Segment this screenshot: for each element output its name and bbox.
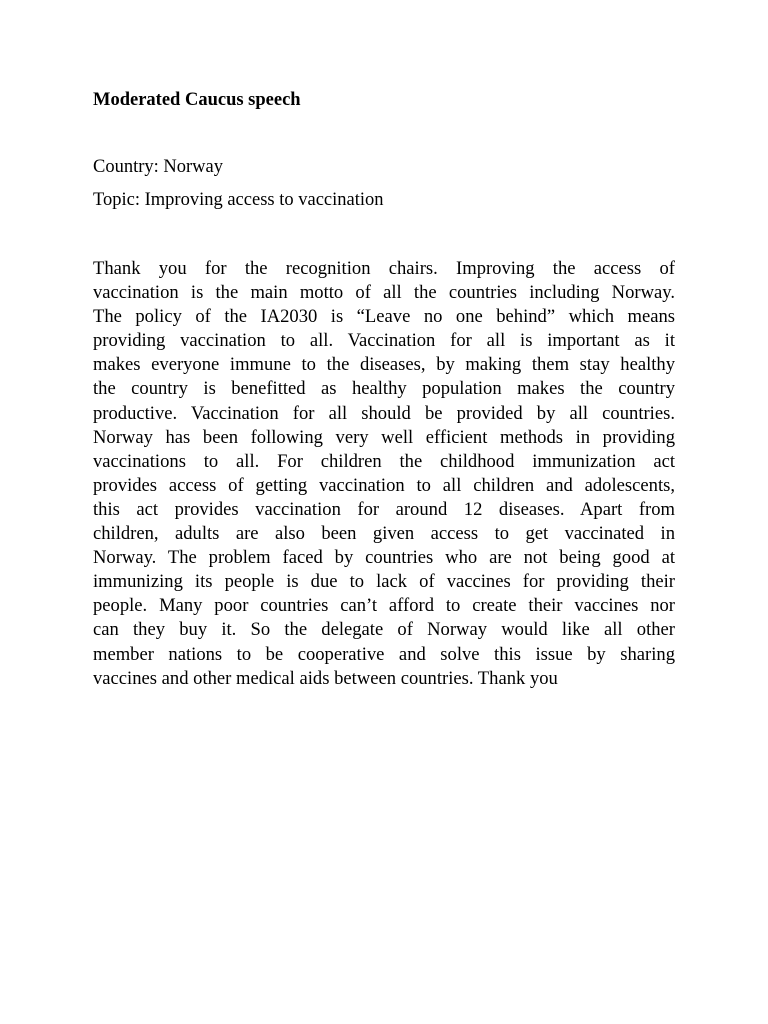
body-line: can they buy it. So the delegate of Norway would like all other: [93, 619, 675, 641]
body-line: vaccination is the main motto of all the countries including Norway.: [93, 282, 675, 304]
body-line: providing vaccination to all. Vaccination for all is important as it: [93, 330, 675, 352]
body-line: vaccines and other medical aids between countries. Thank you: [93, 667, 558, 689]
body-line: Thank you for the recognition chairs. Improving the access of: [93, 258, 675, 279]
topic-line: Topic: Improving access to vaccination: [93, 190, 384, 210]
speech-body: [93, 257, 675, 691]
country-line: Country: Norway: [93, 157, 223, 177]
document-title: Moderated Caucus speech: [93, 90, 301, 110]
body-line: The policy of the IA2030 is “Leave no one behind” which means: [93, 306, 675, 328]
body-line: productive. Vaccination for all should be provided by all countries.: [93, 402, 675, 424]
body-line: Norway has been following very well efficient methods in providing: [93, 426, 675, 448]
body-line: Norway. The problem faced by countries who are not being good at: [93, 547, 675, 569]
body-line: this act provides vaccination for around 12 diseases. Apart from: [93, 498, 675, 520]
body-line: the country is benefitted as healthy population makes the country: [93, 378, 675, 400]
body-line: vaccinations to all. For children the childhood immunization act: [93, 450, 675, 472]
body-line: immunizing its people is due to lack of vaccines for providing their: [93, 571, 675, 593]
body-line: provides access of getting vaccination to all children and adolescents,: [93, 474, 675, 496]
body-line: makes everyone immune to the diseases, by making them stay healthy: [93, 354, 675, 376]
body-line: children, adults are also been given access to get vaccinated in: [93, 523, 675, 545]
body-line: member nations to be cooperative and solve this issue by sharing: [93, 643, 675, 665]
body-line: people. Many poor countries can’t afford to create their vaccines nor: [93, 595, 675, 617]
